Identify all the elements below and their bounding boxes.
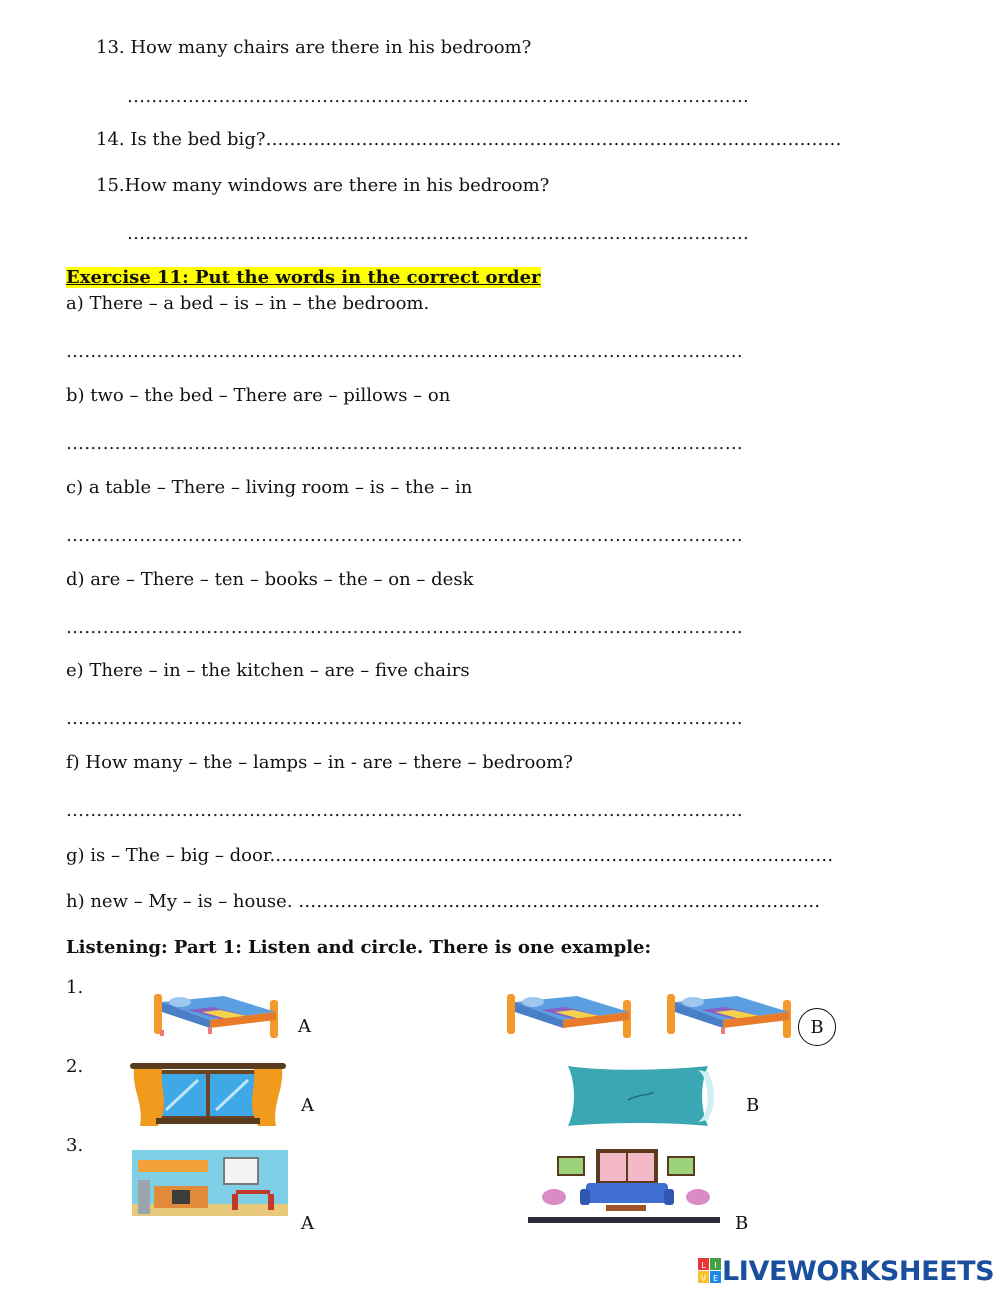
answer-line-f[interactable]: ………………………………………………………………………………………………… <box>66 800 744 821</box>
row-3-number: 3. <box>66 1135 84 1156</box>
answer-line-e[interactable]: ………………………………………………………………………………………………… <box>66 708 744 729</box>
living-room-image[interactable] <box>528 1147 720 1227</box>
logo-wordmark: LIVEWORKSHEETS <box>722 1255 995 1287</box>
question-14[interactable]: 14. Is the bed big?…………………………………………………………………………………… <box>96 129 842 150</box>
row-1-option-a[interactable]: A <box>298 1016 311 1037</box>
question-15: 15.How many windows are there in his bedroom? <box>96 175 550 196</box>
row-3-option-a[interactable]: A <box>301 1213 314 1234</box>
exercise-item-f: f) How many – the – lamps – in - are – there – bedroom? <box>66 752 573 773</box>
exercise-11-heading: Exercise 11: Put the words in the correct order <box>66 267 541 288</box>
row-2-option-a[interactable]: A <box>301 1095 314 1116</box>
exercise-item-a: a) There – a bed – is – in – the bedroom. <box>66 293 430 314</box>
answer-line-a[interactable]: ………………………………………………………………………………………………… <box>66 341 744 362</box>
question-13: 13. How many chairs are there in his bedroom? <box>96 37 532 58</box>
exercise-item-h[interactable]: h) new – My – is – house. …………………………………………………………………………… <box>66 891 821 912</box>
logo-letter: E <box>712 1274 719 1283</box>
answer-line-13[interactable]: ………………………………………………………………………………………… <box>127 86 750 107</box>
row-2-number: 2. <box>66 1056 84 1077</box>
bed-image[interactable] <box>152 990 282 1042</box>
row-1-option-b-circled[interactable]: B <box>798 1008 836 1046</box>
answer-line-b[interactable]: ………………………………………………………………………………………………… <box>66 433 744 454</box>
exercise-item-e: e) There – in – the kitchen – are – five chairs <box>66 660 470 681</box>
exercise-item-c: c) a table – There – living room – is – the – in <box>66 477 473 498</box>
logo-letter: V <box>700 1274 707 1283</box>
answer-line-d[interactable]: ………………………………………………………………………………………………… <box>66 617 744 638</box>
pillow-image[interactable] <box>558 1060 730 1132</box>
listening-heading: Listening: Part 1: Listen and circle. There is one example: <box>66 937 652 958</box>
kitchen-image[interactable] <box>132 1150 288 1216</box>
row-1-number: 1. <box>66 977 84 998</box>
bed-image[interactable] <box>665 990 795 1042</box>
logo-blocks-icon <box>698 1258 722 1284</box>
row-3-option-b[interactable]: B <box>735 1213 749 1234</box>
exercise-item-d: d) are – There – ten – books – the – on – desk <box>66 569 474 590</box>
logo-letter: L <box>701 1261 706 1270</box>
window-image[interactable] <box>130 1060 286 1128</box>
row-2-option-b[interactable]: B <box>746 1095 760 1116</box>
logo-letter: I <box>714 1261 717 1270</box>
exercise-item-b: b) two – the bed – There are – pillows – on <box>66 385 451 406</box>
liveworksheets-logo[interactable] <box>698 1254 994 1288</box>
exercise-item-g[interactable]: g) is – The – big – door.………………………………………………………………………………… <box>66 845 834 866</box>
answer-line-15[interactable]: ………………………………………………………………………………………… <box>127 223 750 244</box>
bed-image <box>505 990 635 1042</box>
answer-line-c[interactable]: ………………………………………………………………………………………………… <box>66 525 744 546</box>
